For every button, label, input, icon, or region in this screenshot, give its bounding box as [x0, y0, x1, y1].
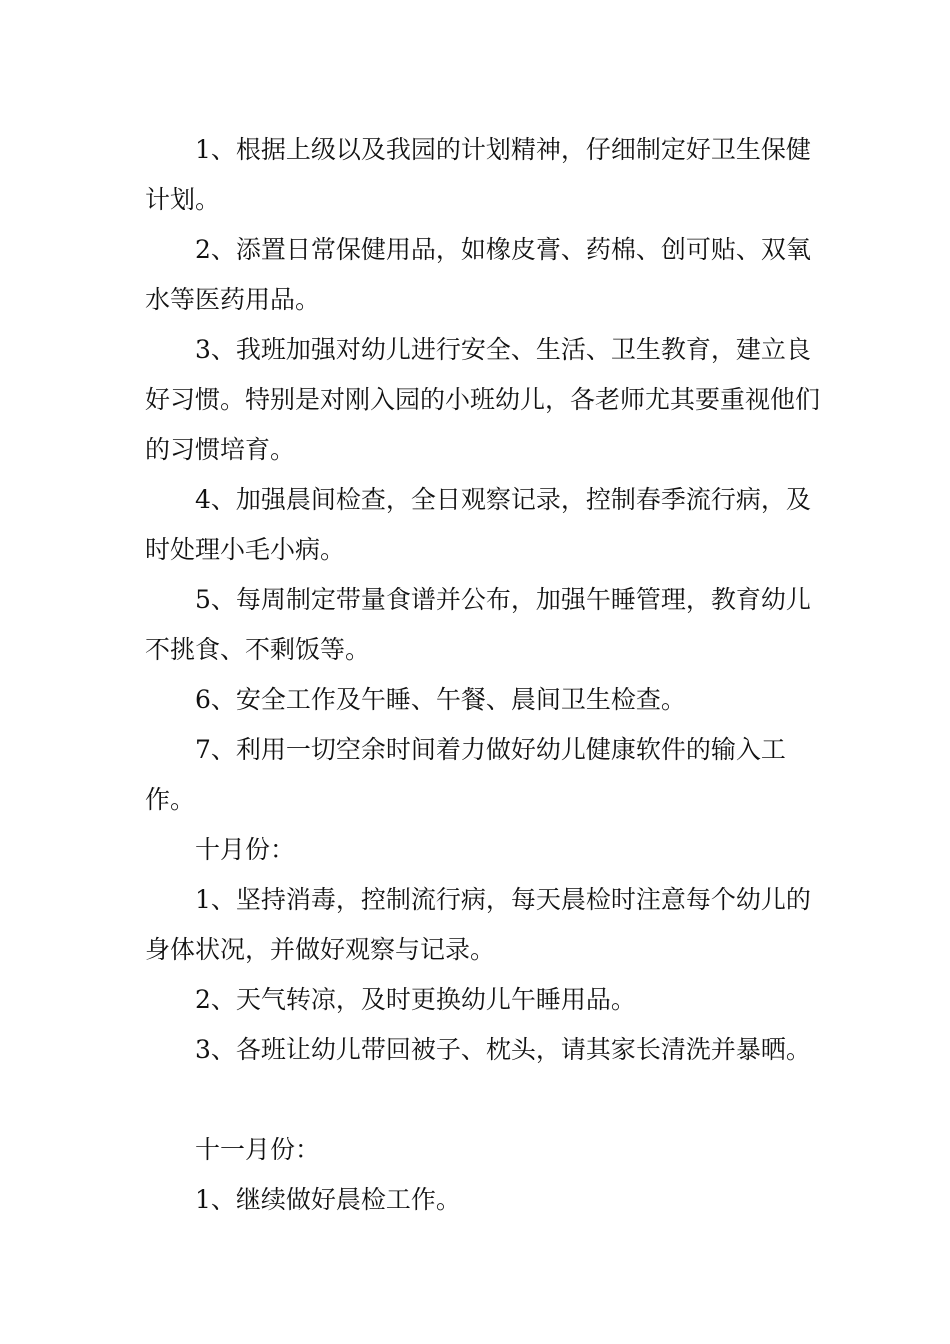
paragraph: 7、利用一切空余时间着力做好幼儿健康软件的输入工作。 — [145, 735, 786, 814]
paragraph: 5、每周制定带量食谱并公布，加强午睡管理，教育幼儿不挑食、不剩饭等。 — [145, 585, 811, 664]
paragraph: 1、坚持消毒，控制流行病，每天晨检时注意每个幼儿的身体状况，并做好观察与记录。 — [145, 885, 811, 964]
paragraph: 2、天气转凉，及时更换幼儿午睡用品。 — [195, 985, 636, 1014]
paragraph: 3、我班加强对幼儿进行安全、生活、卫生教育，建立良好习惯。特别是对刚入园的小班幼儿，各老师尤其要重视他们的习惯培育。 — [145, 335, 821, 464]
paragraph: 1、根据上级以及我园的计划精神，仔细制定好卫生保健计划。 — [145, 135, 811, 214]
paragraph: 6、安全工作及午睡、午餐、晨间卫生检查。 — [195, 685, 686, 714]
paragraph: 4、加强晨间检查，全日观察记录，控制春季流行病，及时处理小毛小病。 — [145, 485, 811, 564]
paragraph: 1、继续做好晨检工作。 — [195, 1185, 461, 1214]
section-heading-november: 十一月份： — [195, 1135, 321, 1164]
document-body — [145, 125, 825, 1225]
paragraph: 2、添置日常保健用品，如橡皮膏、药棉、创可贴、双氧水等医药用品。 — [145, 235, 811, 314]
paragraph: 3、各班让幼儿带回被子、枕头，请其家长清洗并暴晒。 — [195, 1035, 811, 1064]
blank-line — [145, 1075, 825, 1125]
section-heading-october: 十月份： — [195, 835, 296, 864]
